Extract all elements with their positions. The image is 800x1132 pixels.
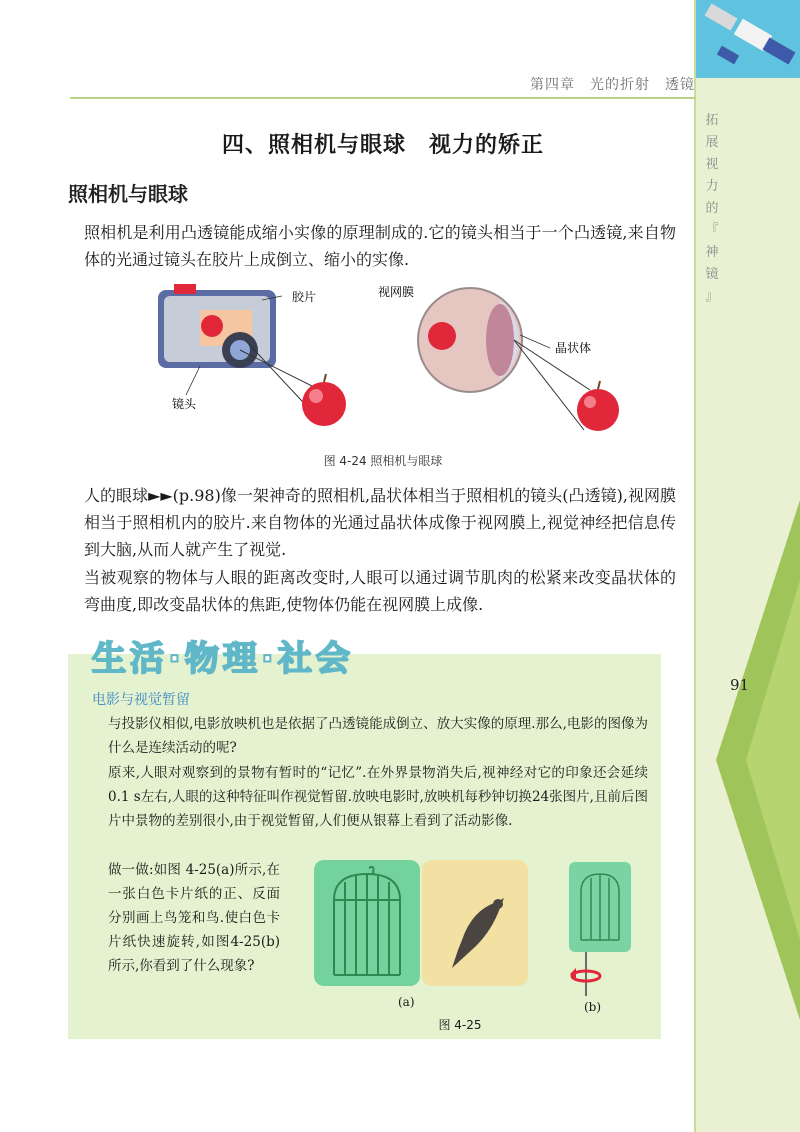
side-note-char: 展 — [705, 135, 719, 150]
side-note — [702, 110, 722, 308]
card-birdcage — [314, 860, 420, 986]
figure-camera-eye — [150, 280, 650, 450]
header-rule — [70, 97, 696, 99]
figure-caption: 图 4-24 照相机与眼球 — [323, 454, 443, 468]
paragraph-eye: 人的眼球►►(p.98)像一架神奇的照相机,晶状体相当于照相机的镜头(凸透镜),视网膜相当于照相机内的胶片.来自物体的光通过晶状体成像于视网膜上,视觉神经把信息传到大脑,从而人就产生了视觉. — [84, 486, 676, 559]
activity-text: 做一做:如图 4-25(a)所示,在一张白色卡片纸的正、反面分别画上鸟笼和鸟.使白色卡片纸快速旋转,如图4-25(b)所示,你看到了什么现象? — [108, 862, 280, 974]
apple-icon — [302, 374, 346, 426]
label-b: (b) — [584, 1000, 602, 1014]
box-paragraph: 与投影仪相似,电影放映机也是依据了凸透镜能成倒立、放大实像的原理.那么,电影的图像为什么是连续活动的呢? — [108, 716, 648, 756]
chapter-header: 第四章 光的折射 透镜 — [530, 77, 695, 93]
label-retina: 视网膜 — [378, 285, 415, 299]
side-note-char: 神 — [705, 245, 719, 260]
side-note-char: 的 — [705, 201, 719, 216]
card-bird — [422, 860, 528, 986]
page-number: 91 — [730, 676, 750, 694]
label-film: 胶片 — [292, 290, 317, 304]
card-rotating — [569, 862, 631, 952]
figure-caption: 图 4-25 — [438, 1018, 482, 1032]
side-note-char: 拓 — [705, 113, 719, 128]
birdcage-icon — [569, 862, 631, 952]
side-note-char: 力 — [705, 179, 719, 194]
satellite-image — [696, 0, 800, 78]
section-title: 四、照相机与眼球 视力的矫正 — [221, 132, 544, 158]
birdcage-icon — [314, 860, 420, 986]
bird-icon — [422, 860, 528, 986]
paragraph-camera: 照相机是利用凸透镜能成缩小实像的原理制成的.它的镜头相当于一个凸透镜,来自物体的光通过镜头在胶片上成倒立、缩小的实像. — [84, 223, 676, 269]
side-note-char: 视 — [705, 157, 719, 172]
eye-diagram-icon — [418, 288, 590, 430]
svg-text:生活·物理·社会: 生活·物理·社会 — [92, 639, 354, 679]
label-a: (a) — [398, 995, 415, 1009]
side-note-char: 』 — [705, 289, 719, 304]
box-subtitle: 电影与视觉暂留 — [92, 692, 190, 708]
satellite-icon — [696, 0, 800, 78]
camera-icon — [158, 284, 276, 368]
side-note-char: 『 — [705, 223, 719, 238]
side-note-char: 镜 — [705, 267, 719, 282]
margin-decoration — [696, 460, 800, 1060]
feature-box-title — [88, 632, 388, 682]
box-paragraph: 原来,人眼对观察到的景物有暂时的“记忆”.在外界景物消失后,视神经对它的印象还会延续0.1 s左右,人眼的这种特征叫作视觉暂留.放映电影时,放映机每秒钟切换24张图片,且前后图片中景物的差别很小,由于视觉暂留,人们便从银幕上看到了活动影像. — [108, 765, 648, 829]
paragraph-focus: 当被观察的物体与人眼的距离改变时,人眼可以通过调节肌肉的松紧来改变晶状体的弯曲度,即改变晶状体的焦距,使物体仍能在视网膜上成像. — [84, 568, 676, 614]
apple-icon — [577, 381, 619, 431]
rotation-arrow-icon — [566, 952, 606, 998]
label-lens: 镜头 — [172, 397, 197, 411]
label-crystalline: 晶状体 — [555, 341, 592, 355]
subheading: 照相机与眼球 — [68, 182, 188, 206]
